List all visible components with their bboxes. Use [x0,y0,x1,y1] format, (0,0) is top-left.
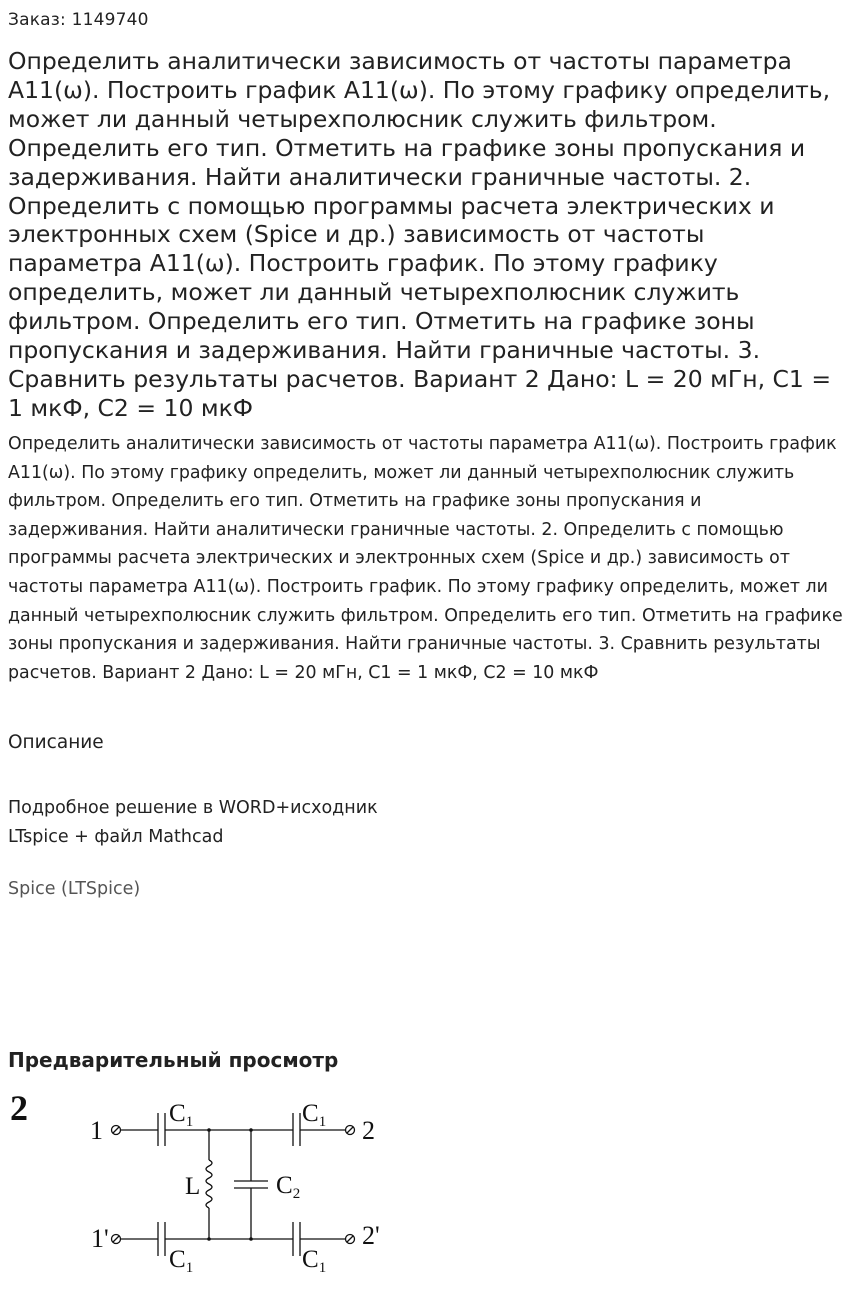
software-tag[interactable]: Spice (LTSpice) [8,879,141,899]
terminal-1-label: 1 [90,1116,103,1145]
description-heading: Описание [8,732,104,753]
cap-top-left-label: $C_1$ [169,1100,194,1130]
description-line-1: Подробное решение в WORD+исходник [8,798,378,818]
inductor-coil [206,1160,212,1208]
task-text: Определить аналитически зависимость от частоты параметра A11(ω). Построить график A11(ω). По этому графику определить, может ли данный четырехполюсник служить фильтром. Определить его тип. Отметить на графике зоны пропускания и задерживания. Найти аналитически граничные частоты. 2. Определить с помощью программы расчета электрических и электронных схем (Spice и др.) зависимость от частоты параметра A11(ω). Построить график. По этому графику определить, может ли данный четырехполюсник служить фильтром. Определить его тип. Отметить на графике зоны пропускания и задерживания. Найти граничные частоты. 3. Сравнить результаты расчетов. Вариант 2 Дано: L = 20 мГн, C1 = 1 мкФ, C2 = 10 мкФ [8,434,843,683]
terminal-2-label: 2 [362,1116,375,1145]
junction-top-left [207,1128,211,1132]
terminal-1p-label: 1' [91,1224,109,1253]
description-text [8,794,508,851]
inductor-label: L [185,1173,201,1200]
cap-bottom-left-label: $C_1$ [169,1246,194,1276]
junction-bottom-left [207,1237,211,1241]
terminal-2p-label: 2' [362,1221,380,1250]
cap-top-right-label: $C_1$ [302,1100,327,1130]
preview-heading: Предварительный просмотр [8,1048,339,1072]
junction-bottom-right [249,1237,253,1241]
cap-bottom-right-label: $C_1$ [302,1246,327,1276]
order-number: Заказ: 1149740 [8,10,149,30]
description-line-2: LTspice + файл Mathcad [8,826,224,847]
cap-shunt-label: $C_2$ [276,1172,301,1202]
page-title: Определить аналитически зависимость от частоты параметра A11(ω). Построить график A11(ω). По этому графику определить, может ли данный четырехполюсник служить фильтром. Определить его тип. Отметить на графике зоны пропускания и задерживания. Найти аналитически граничные частоты. 2. Определить с помощью программы расчета электрических и электронных схем (Spice и др.) зависимость от частоты параметра A11(ω). Построить график. По этому графику определить, может ли данный четырехполюсник служить фильтром. Определить его тип. Отметить на графике зоны пропускания и задерживания. Найти граничные частоты. 3. Сравнить результаты расчетов. Вариант 2 Дано: L = 20 мГн, C1 = 1 мкФ, C2 = 10 мкФ [8,47,832,422]
variant-number: 2 [10,1088,28,1128]
circuit-preview [0,1080,400,1289]
junction-top-right [249,1128,253,1132]
